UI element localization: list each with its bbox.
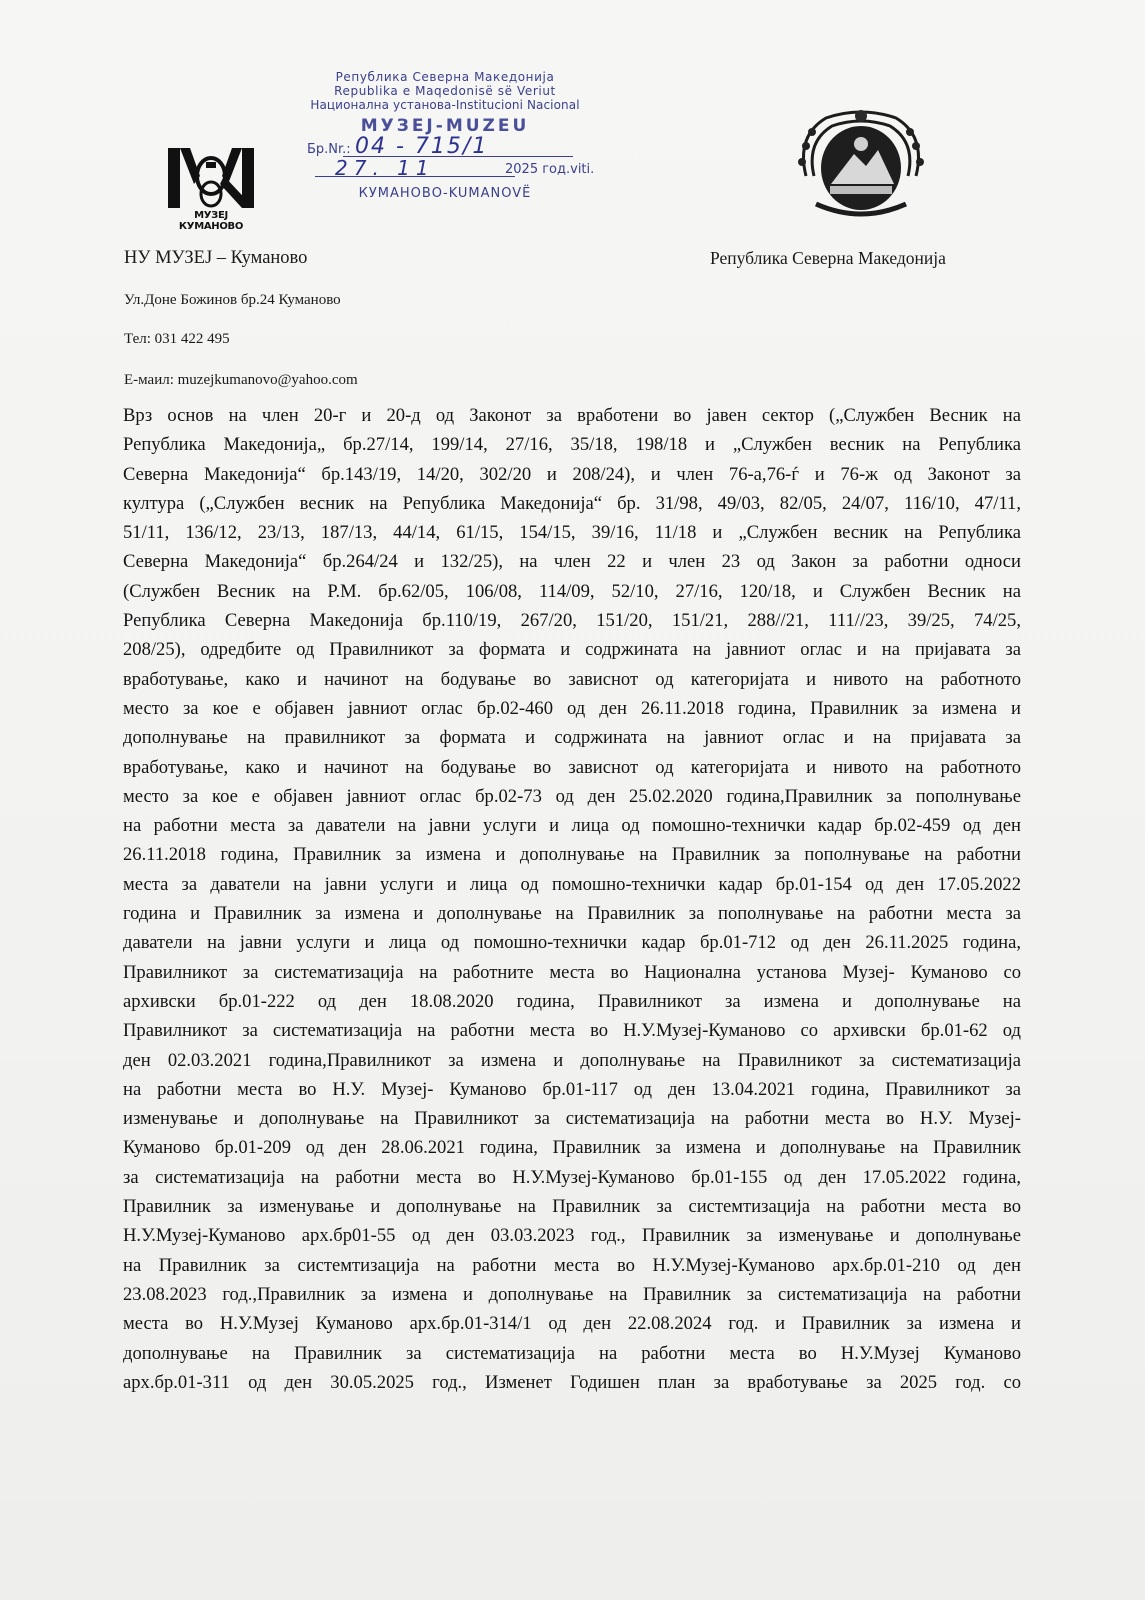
body-line: за систематизација на работни места во Н.У.Музеј-Куманово бр.01-155 од ден 17.05.2022 година, bbox=[123, 1166, 1021, 1188]
body-line: Северна Македонија“ бр.143/19, 14/20, 302/20 и 208/24), и член 76-а,76-ѓ и 76-ж од Законот за bbox=[123, 463, 1021, 485]
coat-of-arms-icon bbox=[786, 106, 936, 224]
body-line: ден 02.03.2021 година,Правилникот за измена и дополнување на Правилникот за систематизација bbox=[123, 1049, 1021, 1071]
body-line: Правилникот за систематизација на работните места во Национална установа Музеј- Куманово со bbox=[123, 961, 1021, 983]
body-line: 51/11, 136/12, 23/13, 187/13, 44/14, 61/15, 154/15, 39/16, 11/18 и „Службен весник на Република bbox=[123, 522, 1021, 544]
body-line: места за даватели на јавни услуги и лица од помошно-технички кадар бр.01-154 од ден 17.05.2022 bbox=[123, 873, 1021, 895]
body-line: Република Северна Македонија бр.110/19, 267/20, 151/20, 151/21, 288//21, 111//23, 39/25, 74/25, bbox=[123, 610, 1021, 632]
body-line: места во Н.У.Музеј Куманово арх.бр.01-314/1 од ден 22.08.2024 год. и Правилник за измена и bbox=[123, 1313, 1021, 1335]
body-line: арх.бр.01-311 од ден 30.05.2025 год., Изменет Годишен план за вработување за 2025 год. со bbox=[123, 1371, 1021, 1393]
body-line: на работни места за даватели на јавни услуги и лица од помошно-технички кадар бр.02-459 од ден bbox=[123, 815, 1021, 837]
stamp-year-label: 2025 год.viti. bbox=[505, 162, 595, 177]
body-line: Н.У.Музеј-Куманово арх.бр01-55 од ден 03.03.2023 год., Правилник за изменување и дополнување bbox=[123, 1225, 1021, 1247]
body-line: дополнување на правилникот за формата и содржината на јавниот оглас и на пријавата за bbox=[123, 727, 1021, 749]
body-line: Правилник за изменување и дополнување на Правилник за системтизација на работни места во bbox=[123, 1196, 1021, 1218]
body-line: година и Правилник за измена и дополнување на Правилник за пополнување на работни места за bbox=[123, 903, 1021, 925]
body-line: 23.08.2023 год.,Правилник за измена и дополнување на Правилник за систематизација на работни bbox=[123, 1283, 1021, 1305]
stamp-institution-type: Национална установа-Institucioni Nacional bbox=[310, 98, 580, 112]
body-line: на работни места во Н.У. Музеј- Куманово бр.01-117 од ден 13.04.2021 година, Правилникот за bbox=[123, 1078, 1021, 1100]
body-line: Република Македонија„ бр.27/14, 199/14, 27/16, 35/18, 198/18 и „Службен весник на Република bbox=[123, 434, 1021, 456]
body-line: 26.11.2018 година, Правилник за измена и дополнување на Правилник за пополнување на работни bbox=[123, 844, 1021, 866]
stamp-number-label: Бр.Nr.: bbox=[307, 142, 351, 157]
stamp-city: КУМАНОВО-KUMANOVË bbox=[358, 186, 532, 201]
body-line: Куманово бр.01-209 од ден 28.06.2021 година, Правилник за измена и дополнување на Правилник bbox=[123, 1137, 1021, 1159]
body-line: место за кое е објавен јавниот оглас бр.02-73 од ден 25.02.2020 година,Правилник за пополнување bbox=[123, 785, 1021, 807]
stamp-museum-name: МУЗЕЈ-MUZEU bbox=[360, 116, 530, 136]
body-line: култура („Службен весник на Република Македонија“ бр. 31/98, 49/03, 82/05, 24/07, 116/10, 47/11, bbox=[123, 492, 1021, 514]
body-paragraph bbox=[123, 401, 1021, 1397]
stamp-date-handwritten: 27. 11 bbox=[335, 156, 435, 180]
body-line: (Службен Весник на Р.М. бр.62/05, 106/08, 114/09, 52/10, 27/16, 120/18, и Службен Весник на bbox=[123, 580, 1021, 602]
stamp-number-handwritten: 04 - 715/1 bbox=[355, 134, 489, 159]
phone: Тел: 031 422 495 bbox=[124, 331, 230, 347]
body-line: дополнување на Правилник за систематизација на работни места во Н.У.Музеј Куманово bbox=[123, 1342, 1021, 1364]
country-name: Република Северна Македонија bbox=[710, 248, 946, 268]
body-line: Северна Македонија“ бр.264/24 и 132/25), на член 22 и член 23 од Закон за работни односи bbox=[123, 551, 1021, 573]
logo-caption: МУЗЕЈ КУМАНОВО bbox=[178, 210, 244, 232]
body-line: на Правилник за системтизација на работни места во Н.У.Музеј-Куманово арх.бр.01-210 од ден bbox=[123, 1254, 1021, 1276]
address: Ул.Доне Божинов бр.24 Куманово bbox=[124, 292, 341, 308]
institution-name: НУ МУЗЕЈ – Куманово bbox=[124, 248, 308, 268]
stamp-country-al: Republika e Maqedonisë së Veriut bbox=[334, 84, 556, 98]
body-line: Правилникот за систематизација на работни места во Н.У.Музеј-Куманово со архивски бр.01-62 од bbox=[123, 1020, 1021, 1042]
body-line: вработување, како и начинот на бодување во зависнот од категоријата и нивото на работното bbox=[123, 668, 1021, 690]
registry-stamp bbox=[295, 70, 595, 201]
body-line: вработување, како и начинот на бодување во зависнот од категоријата и нивото на работното bbox=[123, 756, 1021, 778]
body-line: Врз основ на член 20-г и 20-д од Законот за вработени во јавен сектор („Службен Весник на bbox=[123, 405, 1021, 426]
body-line: архивски бр.01-222 од ден 18.08.2020 година, Правилникот за измена и дополнување на bbox=[123, 990, 1021, 1012]
stamp-date-underline bbox=[315, 176, 515, 177]
stamp-date-row bbox=[295, 156, 595, 184]
body-line: даватели на јавни услуги и лица од помошно-технички кадар бр.01-712 од ден 26.11.2025 година, bbox=[123, 932, 1021, 954]
stamp-country-mk: Република Северна Македонија bbox=[335, 70, 555, 84]
body-line: место за кое е објавен јавниот оглас бр.02-460 од ден 26.11.2018 година, Правилник за измена и bbox=[123, 697, 1021, 719]
email: Е-маил: muzejkumanovo@yahoo.com bbox=[124, 372, 358, 388]
body-line: изменување и дополнување на Правилникот за систематизација на работни места во Н.У. Музеј- bbox=[123, 1108, 1021, 1130]
body-line: 208/25), одредбите од Правилникот за формата и содржината на јавниот оглас и на пријавата за bbox=[123, 639, 1021, 661]
